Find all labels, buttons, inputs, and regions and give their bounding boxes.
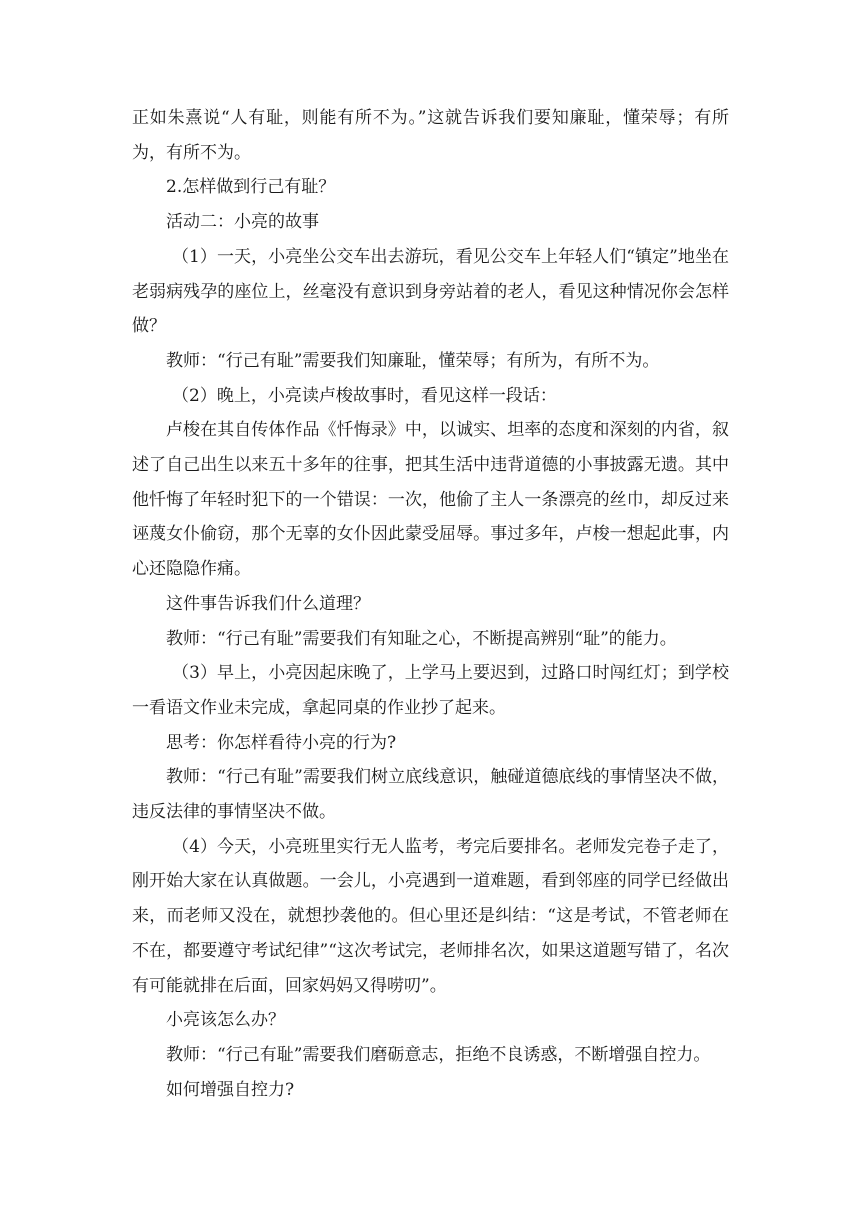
teacher-note-3: 教师：“行己有耻”需要我们树立底线意识，触碰道德底线的事情坚决不做，违反法律的事情坚决不做。 [132,767,729,823]
scenario-1: （1）一天，小亮坐公交车出去游玩，看见公交车上年轻人们“镇定”地坐在老弱病残孕的座位上，丝毫没有意识到身旁站着的老人，看见这种情况你会怎样做？ [132,246,729,337]
question-4: 如何增强自控力? [166,1079,295,1100]
scenario-4: （4）今天，小亮班里实行无人监考，考完后要排名。老师发完卷子走了，刚开始大家在认真做题。一会儿，小亮遇到一道难题，看到邻座的同学已经做出来，而老师又没在，就想抄袭他的。但心里还是纠结：“这是考试，不管老师在不在，都要遵守考试纪律”“这次考试完，老师排名次，如果这道题写错了，名次有可能就排在后面，回家妈妈又得唠叨”。 [132,836,729,996]
question-2: 思考：你怎样看待小亮的行为? [166,732,397,753]
question-1: 这件事告诉我们什么道理？ [166,593,370,614]
teacher-note-1: 教师：“行己有耻”需要我们知廉耻，懂荣辱；有所为，有所不为。 [166,350,660,371]
question-3: 小亮该怎么办？ [166,1010,285,1031]
teacher-note-4: 教师：“行己有耻”需要我们磨砺意志，拒绝不良诱惑，不断增强自控力。 [166,1044,711,1065]
scenario-3: （3）早上，小亮因起床晚了，上学马上要迟到，过路口时闯红灯；到学校一看语文作业未完成，拿起同桌的作业抄了起来。 [132,663,729,718]
teacher-note-2: 教师：“行己有耻”需要我们有知耻之心，不断提高辨别“耻”的能力。 [166,628,677,649]
scenario-2: （2）晚上，小亮读卢梭故事时，看见这样一段话： [172,385,557,406]
rousseau-passage: 卢梭在其自传体作品《忏悔录》中，以诚实、坦率的态度和深刻的内省，叙述了自己出生以来五十多年的往事，把其生活中违背道德的小事披露无遗。其中他忏悔了年轻时犯下的一个错误：一次，他偷了主人一条漂亮的丝巾，却反过来诬蔑女仆偷窃，那个无辜的女仆因此蒙受屈辱。事过多年，卢梭一想起此事，内心还隐隐作痛。 [132,420,729,580]
document-body [132,101,729,1107]
section-heading-2: 2.怎样做到行己有耻？ [166,177,336,198]
paragraph-zhuxi-quote: 正如朱熹说“人有耻，则能有所不为。”这就告诉我们要知廉耻，懂荣辱；有所为，有所不为。 [132,108,729,163]
activity-heading: 活动二：小亮的故事 [166,212,319,233]
